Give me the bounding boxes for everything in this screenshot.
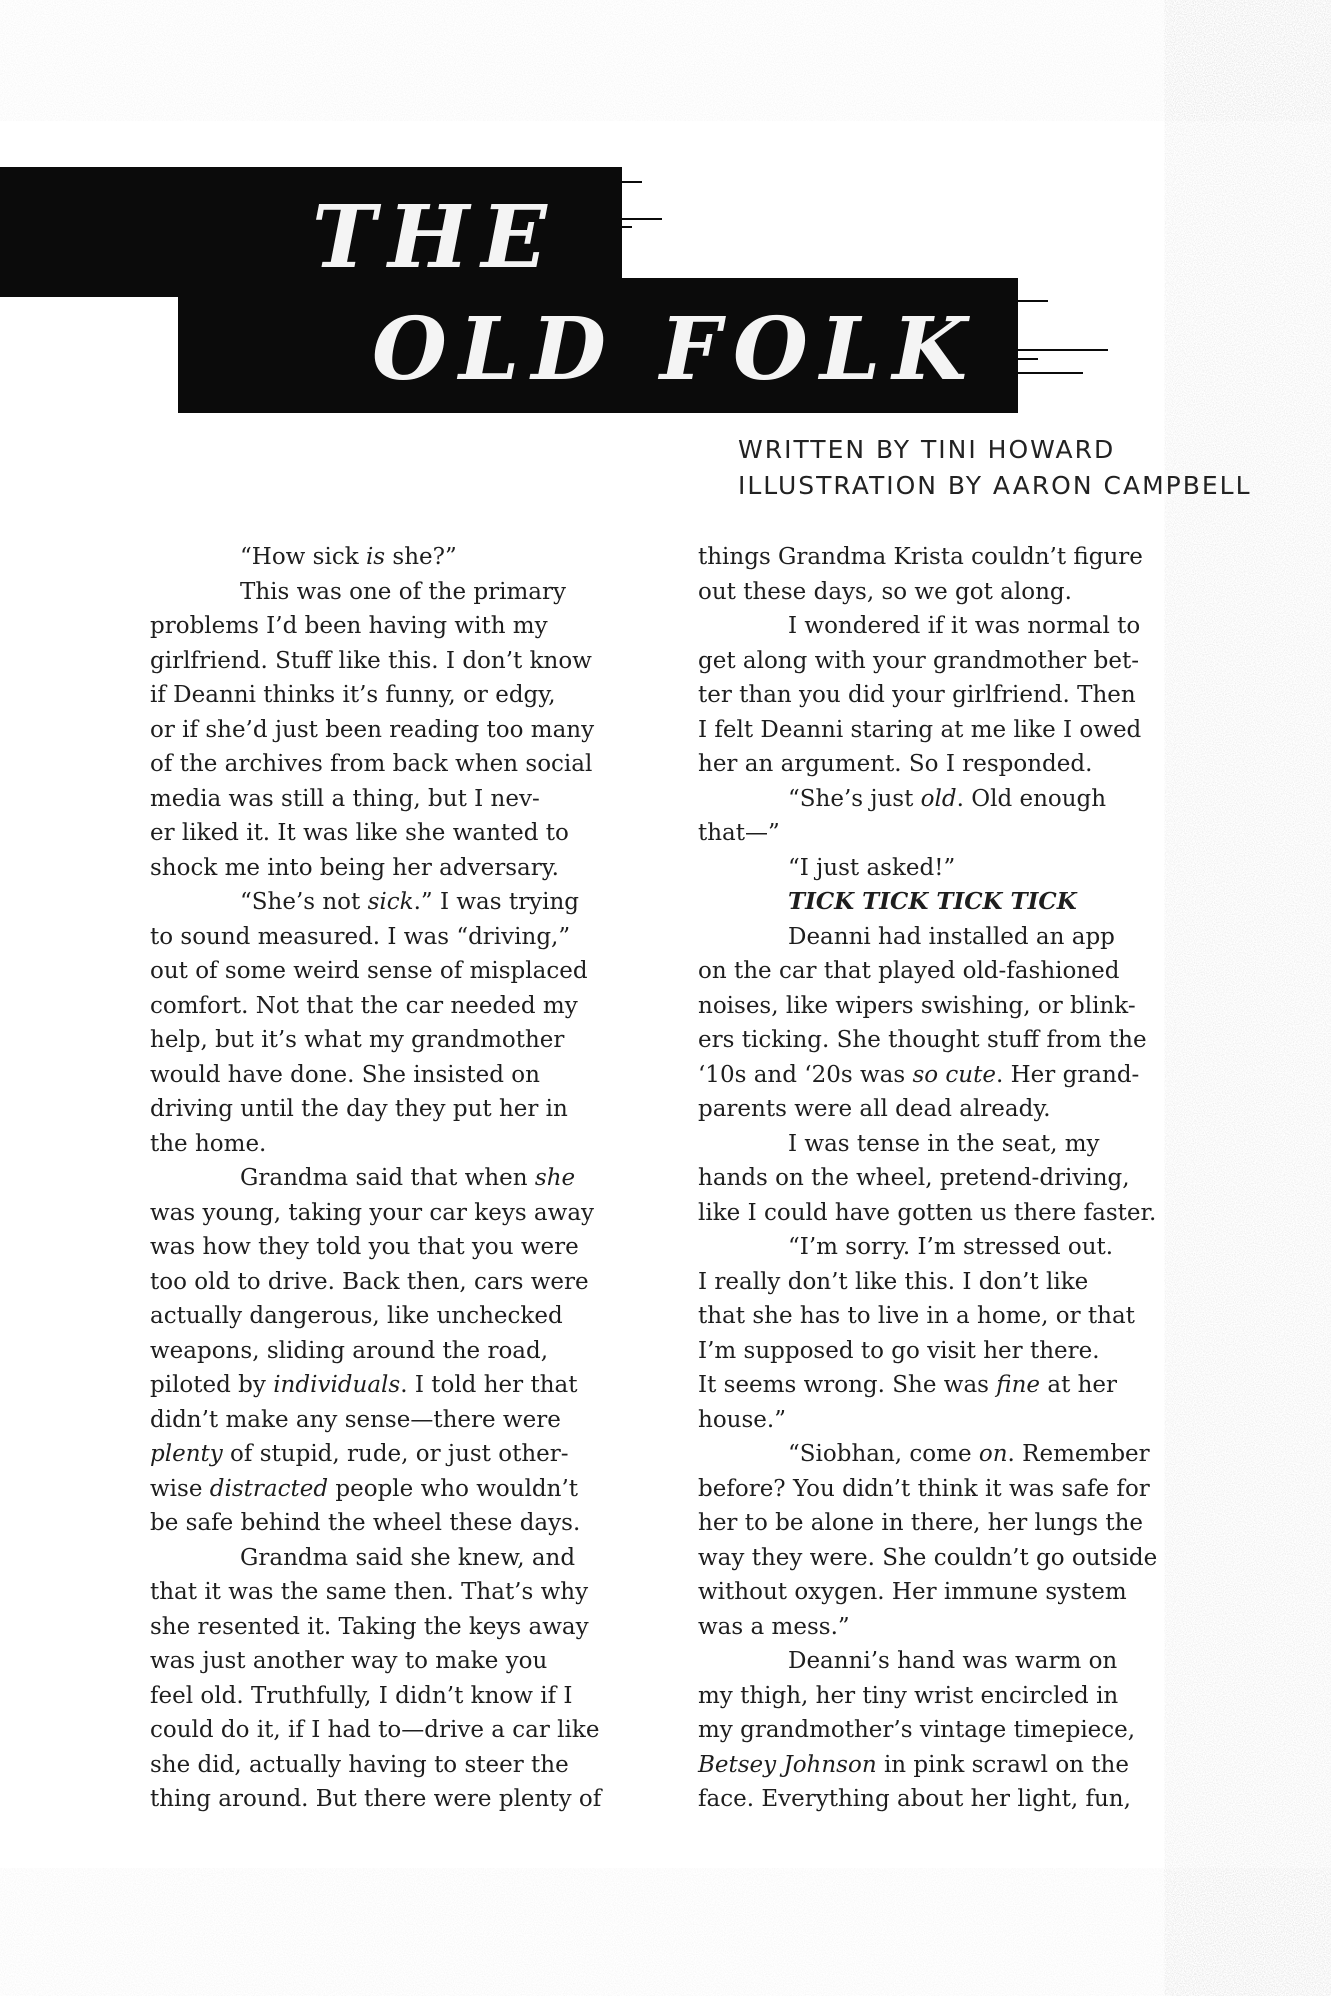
scratch-line: [1018, 358, 1038, 360]
text-line: she did, actually having to steer the: [150, 1751, 569, 1778]
text-line: media was still a thing, but I nev-: [150, 785, 540, 812]
text-line: way they were. She couldn’t go outside: [698, 1544, 1158, 1571]
text-line: parents were all dead already.: [698, 1096, 1051, 1122]
text-line: my grandmother’s vintage timepiece,: [698, 1717, 1136, 1743]
text-line: if Deanni thinks it’s funny, or edgy,: [150, 682, 556, 708]
text-line: I’m supposed to go visit her there.: [698, 1337, 1100, 1364]
body-column-right: [698, 540, 1208, 1817]
text-line: shock me into being her adversary.: [150, 854, 559, 881]
text-line: was young, taking your car keys away: [150, 1199, 595, 1226]
text-line: that it was the same then. That’s why: [150, 1579, 589, 1605]
text-line: “I’m sorry. I’m stressed out.: [788, 1234, 1114, 1260]
text-line: before? You didn’t think it was safe for: [698, 1475, 1150, 1502]
text-line: driving until the day they put her in: [150, 1096, 568, 1122]
text-line: ers ticking. She thought stuff from the: [698, 1027, 1147, 1053]
text-line: too old to drive. Back then, cars were: [150, 1268, 589, 1295]
text-line: I was tense in the seat, my: [788, 1130, 1100, 1157]
text-line: the home.: [150, 1130, 267, 1157]
text-line: or if she’d just been reading too many: [150, 716, 595, 743]
text-line: face. Everything about her light, fun,: [698, 1786, 1131, 1812]
text-line: Deanni had installed an app: [788, 923, 1115, 950]
text-line: comfort. Not that the car needed my: [150, 992, 578, 1019]
scratch-line: [622, 226, 632, 228]
text-line: she resented it. Taking the keys away: [150, 1613, 589, 1640]
scratch-line: [1018, 300, 1048, 302]
text-line: without oxygen. Her immune system: [698, 1579, 1127, 1605]
scratch-line: [622, 181, 642, 183]
text-line: “I just asked!”: [788, 854, 956, 881]
text-line: out of some weird sense of misplaced: [150, 958, 588, 984]
text-line: Grandma said she knew, and: [240, 1544, 576, 1571]
title-line-2: OLD FOLK: [372, 299, 980, 400]
body-column-left: [150, 540, 650, 1817]
text-line: Deanni’s hand was warm on: [788, 1648, 1118, 1674]
text-line: “She’s not sick.” I was trying: [240, 889, 579, 915]
text-line: piloted by individuals. I told her that: [150, 1372, 578, 1398]
text-line: didn’t make any sense—there were: [150, 1406, 561, 1433]
text-line: that she has to live in a home, or that: [698, 1303, 1135, 1329]
writer-credit: WRITTEN BY TINI HOWARD: [738, 435, 1116, 464]
text-line: on the car that played old-fashioned: [698, 958, 1120, 984]
credits: [738, 432, 1252, 504]
text-line: like I could have gotten us there faster.: [698, 1199, 1157, 1226]
text-line: be safe behind the wheel these days.: [150, 1510, 581, 1536]
text-line: house.”: [698, 1406, 786, 1433]
text-line: problems I’d been having with my: [150, 613, 548, 639]
text-line: “Siobhan, come on. Remember: [788, 1441, 1150, 1467]
text-line: TICK TICK TICK TICK: [788, 888, 1077, 915]
text-line: could do it, if I had to—drive a car like: [150, 1717, 600, 1743]
text-line: things Grandma Krista couldn’t figure: [698, 544, 1143, 570]
text-line: actually dangerous, like unchecked: [150, 1303, 563, 1329]
text-line: noises, like wipers swishing, or blink-: [698, 992, 1136, 1019]
scratch-line: [1018, 349, 1108, 351]
text-line: I wondered if it was normal to: [788, 613, 1141, 639]
text-line: out these days, so we got along.: [698, 578, 1072, 605]
text-line: to sound measured. I was “driving,”: [150, 923, 571, 950]
text-line: weapons, sliding around the road,: [150, 1337, 549, 1364]
title-line-1: THE: [312, 187, 559, 288]
text-line: feel old. Truthfully, I didn’t know if I: [150, 1682, 573, 1709]
text-line: was how they told you that you were: [150, 1234, 579, 1260]
text-line: her an argument. So I responded.: [698, 751, 1093, 777]
text-line: I really don’t like this. I don’t like: [698, 1268, 1089, 1295]
text-line: help, but it’s what my grandmother: [150, 1027, 565, 1053]
text-line: It seems wrong. She was fine at her: [698, 1372, 1118, 1398]
text-line: Betsey Johnson in pink scrawl on the: [698, 1751, 1129, 1778]
text-line: was a mess.”: [698, 1613, 850, 1640]
text-line: ter than you did your girlfriend. Then: [698, 682, 1136, 708]
illustrator-credit: ILLUSTRATION BY AARON CAMPBELL: [738, 471, 1252, 500]
text-line: “She’s just old. Old enough: [788, 785, 1107, 812]
text-line: er liked it. It was like she wanted to: [150, 820, 569, 846]
text-line: girlfriend. Stuff like this. I don’t know: [150, 647, 592, 674]
text-line: This was one of the primary: [240, 578, 566, 605]
text-line: wise distracted people who wouldn’t: [150, 1475, 579, 1502]
text-line: that—”: [698, 820, 780, 846]
text-line: ‘10s and ‘20s was so cute. Her grand-: [698, 1061, 1140, 1088]
scratch-line: [622, 218, 662, 220]
text-line: my thigh, her tiny wrist encircled in: [698, 1682, 1119, 1709]
text-line: get along with your grandmother bet-: [698, 647, 1139, 674]
text-line: would have done. She insisted on: [150, 1061, 540, 1088]
text-line: of the archives from back when social: [150, 751, 593, 777]
text-line: I felt Deanni staring at me like I owed: [698, 716, 1142, 743]
text-line: hands on the wheel, pretend-driving,: [698, 1165, 1130, 1191]
text-line: Grandma said that when she: [240, 1165, 576, 1191]
text-line: her to be alone in there, her lungs the: [698, 1510, 1144, 1536]
text-line: plenty of stupid, rude, or just other-: [150, 1441, 569, 1467]
scratch-line: [1018, 372, 1083, 374]
text-line: “How sick is she?”: [240, 544, 457, 570]
text-line: thing around. But there were plenty of: [150, 1786, 602, 1812]
text-line: was just another way to make you: [150, 1648, 548, 1674]
